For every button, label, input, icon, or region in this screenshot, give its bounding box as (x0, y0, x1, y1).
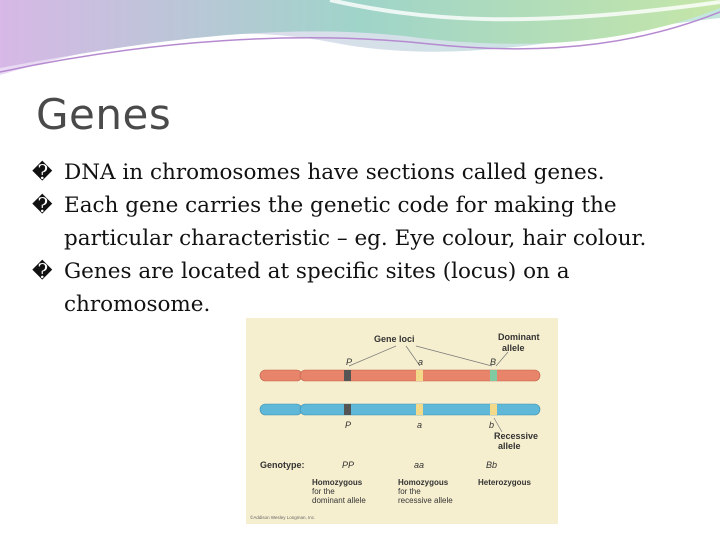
description-text: Homozygous (312, 478, 363, 487)
bullet-text: Genes are located at specific sites (locus) on a (64, 259, 570, 284)
bullet-text-continued: chromosome. (64, 292, 211, 317)
description-text: dominant allele (312, 496, 366, 505)
bullet-text: Each gene carries the genetic code for making the (64, 193, 617, 218)
dominant-allele-label: Dominant (498, 332, 540, 342)
genotype-value: Bb (486, 460, 498, 470)
bullet-list (32, 156, 692, 321)
locus-pointers (349, 346, 508, 366)
bullet-text: DNA in chromosomes have sections called genes. (64, 160, 605, 185)
description-text: Homozygous (398, 478, 449, 487)
allele-label: P (345, 420, 352, 430)
allele-label: P (346, 357, 353, 367)
recessive-pointer (494, 418, 502, 432)
bullet-item (32, 255, 692, 321)
slide-title: Genes (36, 90, 172, 139)
description-text: for the (312, 487, 335, 496)
recessive-allele-label-2: allele (498, 441, 521, 451)
bullet-icon: � (32, 193, 53, 217)
allele-label: b (489, 420, 495, 430)
allele-label: a (417, 420, 423, 430)
bullet-text-continued: particular characteristic – eg. Eye colour, hair colour. (64, 226, 647, 251)
description-text: recessive allele (398, 496, 453, 505)
dominant-allele-label-2: allele (502, 343, 525, 353)
top-chromosome (260, 370, 540, 381)
bullet-icon: � (32, 259, 53, 283)
header-decoration (0, 0, 720, 90)
allele-label: a (418, 357, 424, 367)
copyright-credit: ©Addison Wesley Longman, Inc. (250, 515, 316, 520)
bullet-icon: � (32, 160, 53, 184)
genotype-value: PP (342, 460, 355, 470)
description-text: for the (398, 487, 421, 496)
chromosome-diagram (246, 318, 558, 524)
allele-label: B (490, 357, 497, 367)
chromosome-figure (246, 318, 558, 524)
genotype-value: aa (414, 460, 425, 470)
gene-loci-label: Gene loci (374, 334, 415, 344)
bottom-chromosome (260, 404, 540, 415)
bullet-item (32, 156, 692, 189)
genotype-label: Genotype: (260, 460, 305, 470)
bullet-item (32, 189, 692, 255)
recessive-allele-label: Recessive (494, 431, 539, 441)
description-text: Heterozygous (478, 478, 531, 487)
